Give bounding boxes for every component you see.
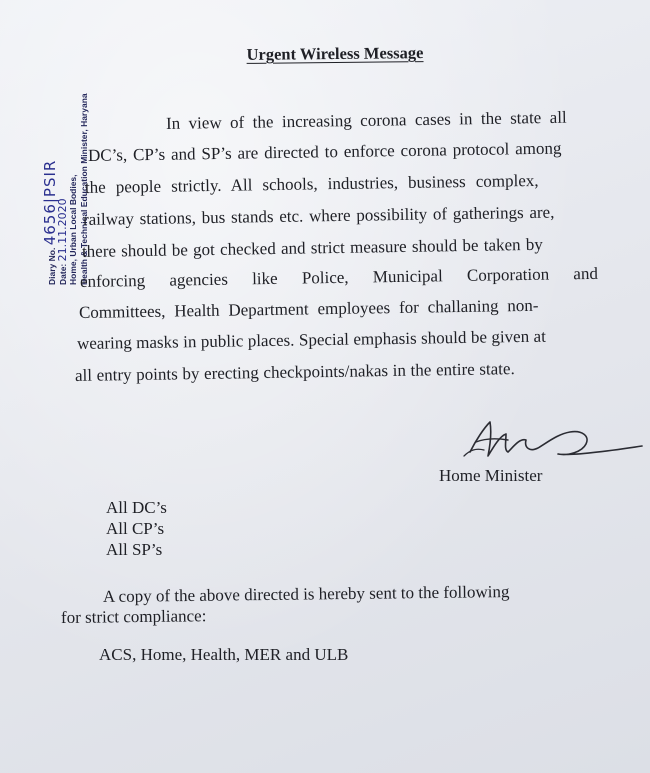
stamp-date-label: Date: [57, 263, 68, 285]
copy-line-1: A copy of the above directed is hereby sent to the following [102, 582, 510, 606]
recipient-item: All CP’s [106, 519, 165, 538]
stamp-office-line-1: Home, Urban Local Bodies, [68, 174, 78, 285]
recipient-item: All DC’s [106, 498, 167, 517]
diary-number: 4656|PSIR [41, 159, 59, 246]
recipient-list [106, 497, 167, 560]
body-line-5: there should be got checked and strict measure should be taken by [81, 234, 543, 261]
body-line-7: Committees, Health Department employees for challaning non- [78, 295, 539, 322]
diary-label: Diary No. [47, 247, 57, 285]
copy-line-2: for strict compliance: [60, 606, 207, 627]
body-line-1: In view of the increasing corona cases in the state all [165, 107, 567, 133]
recipient-item: All SP’s [106, 540, 163, 559]
stamp-date-value: 21.11.2020 [55, 198, 69, 262]
signature-image [462, 412, 647, 464]
body-line-3: the people strictly. All schools, industries, business complex, [84, 170, 539, 197]
body-line-2: DC’s, CP’s and SP’s are directed to enforce corona protocol among [87, 138, 562, 165]
copy-to-list: ACS, Home, Health, MER and ULB [99, 645, 349, 664]
stamp-date-row [55, 95, 69, 285]
body-line-8: wearing masks in public places. Special emphasis should be given at [76, 326, 547, 353]
page-title: Urgent Wireless Message [246, 43, 424, 64]
body-line-6: enforcing agencies like Police, Municipal Corporation and [79, 263, 599, 291]
signatory-title: Home Minister [439, 466, 543, 485]
stamp-office-line-2: Health & Technical Education Minister, Haryana [78, 93, 89, 285]
body-line-9: all entry points by erecting checkpoints/nakas in the entire state. [74, 359, 515, 385]
body-line-4: railway stations, bus stands etc. where possibility of gatherings are, [82, 202, 555, 229]
